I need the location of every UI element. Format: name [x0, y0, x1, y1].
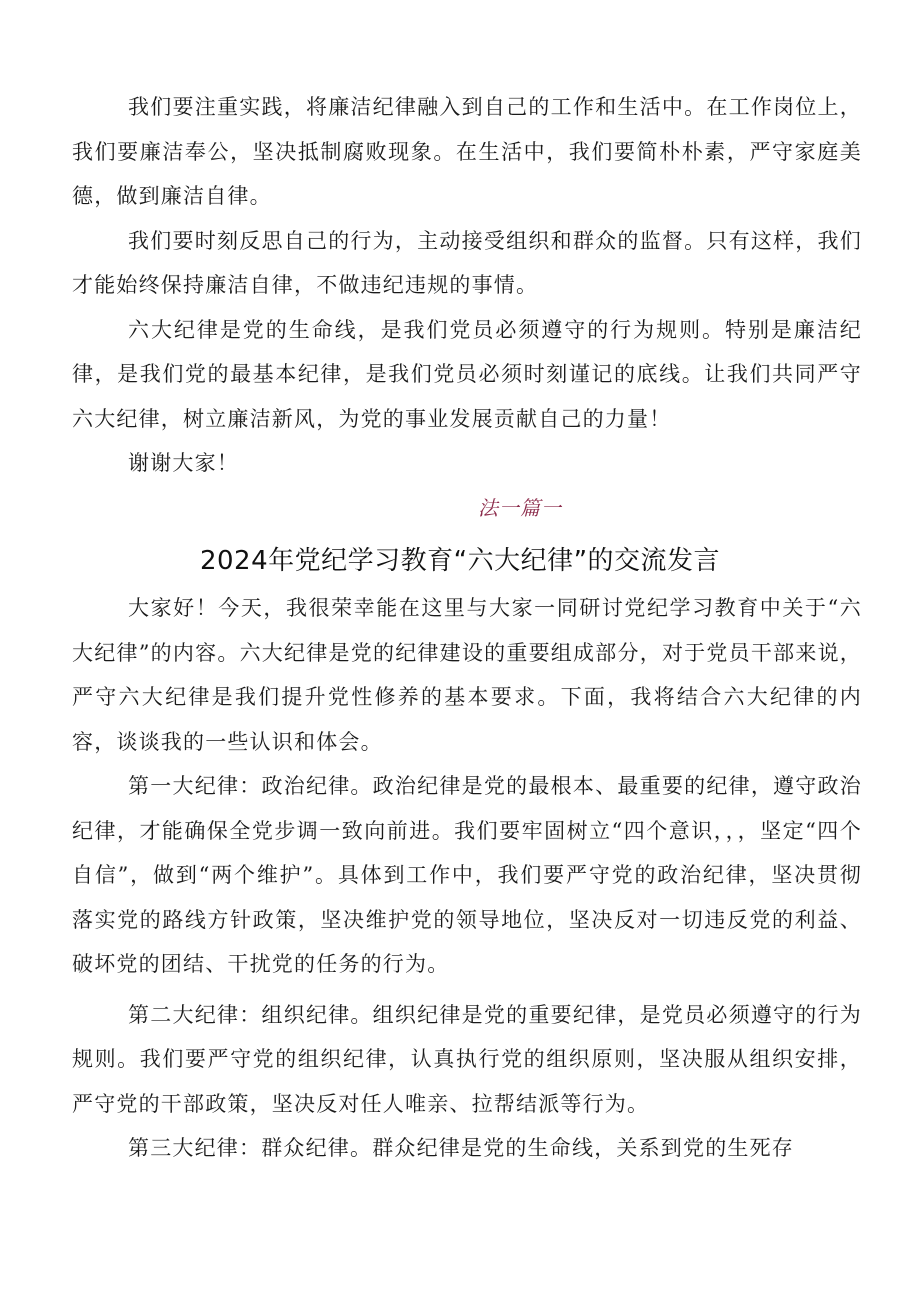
document-title: 2024年党纪学习教育“六大纪律”的交流发言	[199, 546, 721, 576]
paragraph: 第二大纪律：组织纪律。组织纪律是党的重要纪律，是党员必须遵守的行为规则。我们要严守党的组织纪律，认真执行党的组织原则，坚决服从组织安排，严守党的干部政策，坚决反对任人唯亲、拉帮结派等行为。	[72, 1002, 862, 1116]
paragraph: 大家好！今天，我很荣幸能在这里与大家一同研讨党纪学习教育中关于“六大纪律”的内容。六大纪律是党的纪律建设的重要组成部分，对于党员干部来说，严守六大纪律是我们提升党性修养的基本要求。下面，我将结合六大纪律的内容，谈谈我的一些认识和体会。	[72, 596, 862, 754]
section-marker: 法一篇一	[478, 496, 562, 520]
paragraph: 六大纪律是党的生命线，是我们党员必须遵守的行为规则。特别是廉洁纪律，是我们党的最基本纪律，是我们党员必须时刻谨记的底线。让我们共同严守六大纪律，树立廉洁新风，为党的事业发展贡献自己的力量！	[72, 317, 862, 431]
paragraph: 第三大纪律：群众纪律。群众纪律是党的生命线，关系到党的生死存	[128, 1136, 794, 1160]
paragraph: 谢谢大家！	[128, 451, 239, 475]
paragraph: 我们要时刻反思自己的行为，主动接受组织和群众的监督。只有这样，我们才能始终保持廉洁自律，不做违纪违规的事情。	[72, 228, 862, 297]
paragraph: 我们要注重实践，将廉洁纪律融入到自己的工作和生活中。在工作岗位上，我们要廉洁奉公，坚决抵制腐败现象。在生活中，我们要简朴朴素，严守家庭美德，做到廉洁自律。	[72, 95, 862, 208]
closing-section	[72, 85, 862, 486]
paragraph: 第一大纪律：政治纪律。政治纪律是党的最根本、最重要的纪律，遵守政治纪律，才能确保全党步调一致向前进。我们要牢固树立“四个意识，，，坚定“四个自信”，做到“两个维护”。具体到工作中，我们要严守党的政治纪律，坚决贯彻落实党的路线方针政策，坚决维护党的领导地位，坚决反对一切违反党的利益、破坏党的团结、干扰党的任务的行为。	[72, 774, 862, 976]
speech-body	[72, 586, 862, 1171]
